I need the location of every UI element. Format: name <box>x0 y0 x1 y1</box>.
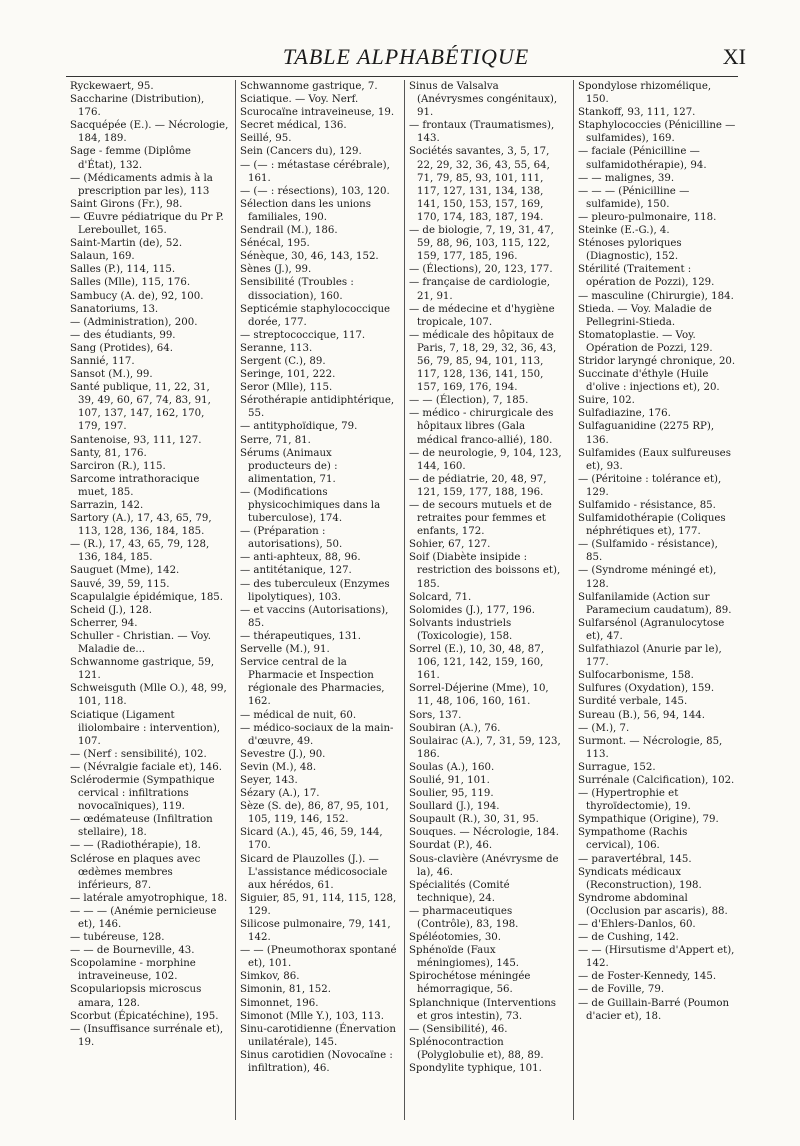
index-entry: Soupault (R.), 30, 31, 95. <box>409 814 539 826</box>
index-entry: Sicard de Plauzolles (J.). — L'assistance médicosociale aux hérédos, 61. <box>240 853 388 891</box>
index-entry: Sociétés savantes, 3, 5, 17, 22, 29, 32, 36, 43, 55, 64, 71, 79, 85, 93, 101, 111, 117, 127, 131, 134, 138, 141, 150, 153, 157, 169, 170, 174, 183, 187, 194. <box>409 146 550 223</box>
index-entry: Schwannome gastrique, 7. <box>240 81 378 92</box>
index-entry: Sensibilité (Troubles : dissociation), 160. <box>240 277 354 302</box>
index-entry: — œdémateuse (Infiltration stellaire), 18. <box>70 814 213 839</box>
index-entry: Scorbut (Épicatéchine), 195. <box>70 1010 219 1022</box>
index-entry: Sinus carotidien (Novocaïne : infiltration), 46. <box>240 1049 393 1075</box>
index-entry: Silicose pulmonaire, 79, 141, 142. <box>240 919 391 944</box>
page-number: XI <box>722 44 746 69</box>
index-entry: — de neurologie, 9, 104, 123, 144, 160. <box>409 447 562 472</box>
index-entry: Surmont. — Nécrologie, 85, 113. <box>578 735 723 760</box>
index-entry: Sauguet (Mme), 142. <box>70 565 180 577</box>
index-entry: Splanchnique (Interventions et gros intestin), 73. <box>409 997 557 1022</box>
index-entry: — et vaccins (Autorisations), 85. <box>240 604 389 629</box>
index-column-1 <box>66 80 235 1120</box>
index-entry: Spirochétose méningée hémorragique, 56. <box>409 971 531 996</box>
index-entry: — (Élections), 20, 123, 177. <box>409 264 553 276</box>
index-entry: Soulier, 95, 119. <box>409 788 494 800</box>
index-entry: — — (Pneumothorax spontané et), 101. <box>240 945 397 970</box>
index-entry: — faciale (Pénicilline — sulfamidothérapie), 94. <box>578 146 707 171</box>
index-entry: Soif (Diabète insipide : restriction des boissons et), 185. <box>409 552 561 590</box>
index-entry: — anti-aphteux, 88, 96. <box>240 552 361 564</box>
index-entry: Sous-clavière (Anévrysme de la), 46. <box>409 853 559 878</box>
index-entry: — (— : résections), 103, 120. <box>240 185 390 197</box>
index-entry: Salles (P.), 114, 115. <box>70 264 176 276</box>
index-entry: — frontaux (Traumatismes), 143. <box>409 120 555 145</box>
index-entry: Sorrel-Déjerine (Mme), 10, 11, 48, 106, 160, 161. <box>409 683 549 708</box>
index-entry: — (Syndrome méningé et), 128. <box>578 565 717 590</box>
index-entry: — (Administration), 200. <box>70 316 198 328</box>
index-entry: Sulfarsénol (Agranulocytose et), 47. <box>578 617 725 642</box>
index-entry: Septicémie staphylococcique dorée, 177. <box>240 303 391 328</box>
index-entry: — de pédiatrie, 20, 48, 97, 121, 159, 177, 188, 196. <box>409 473 547 498</box>
index-entry: Stankoff, 93, 111, 127. <box>578 107 696 119</box>
index-entry: Spéléotomies, 30. <box>409 932 502 944</box>
index-entry: Soulairac (A.), 7, 31, 59, 123, 186. <box>409 735 561 760</box>
index-column-3 <box>404 80 573 1120</box>
index-entry: Soulié, 91, 101. <box>409 774 490 786</box>
index-entry: Sambucy (A. de), 92, 100. <box>70 290 204 302</box>
index-entry: Sauvé, 39, 59, 115. <box>70 578 170 590</box>
index-entry: Scopulariopsis microscus amara, 128. <box>70 984 202 1009</box>
index-entry: Sézary (A.), 17. <box>240 788 320 800</box>
index-entry: — — (Élection), 7, 185. <box>409 395 529 407</box>
index-entry: Sèze (S. de), 86, 87, 95, 101, 105, 119, 146, 152. <box>240 801 389 826</box>
index-entry: — (Sulfamido - résistance), 85. <box>578 539 718 564</box>
index-entry: Sénèque, 30, 46, 143, 152. <box>240 251 379 263</box>
index-entry: Sulfamidothérapie (Coliques néphrétiques et), 177. <box>578 513 726 538</box>
index-entry: Sulfamides (Eaux sulfureuses et), 93. <box>578 447 731 472</box>
index-entry: Sarciron (R.), 115. <box>70 460 166 472</box>
index-entry: — (Insuffisance surrénale et), 19. <box>70 1023 224 1048</box>
index-entry: Sarrazin, 142. <box>70 500 144 511</box>
index-entry: Sciatique (Ligament iliolombaire : intervention), 107. <box>70 709 221 747</box>
index-entry: Sclérose en plaques avec œdèmes membres inférieurs, 87. <box>70 853 201 891</box>
index-entry: Soubiran (A.), 76. <box>409 722 501 734</box>
index-entry: — (Préparation : autorisations), 50. <box>240 526 343 551</box>
index-entry: Stérilité (Traitement : opération de Pozzi), 129. <box>578 264 715 289</box>
index-entry: Sage - femme (Diplôme d'État), 132. <box>70 146 191 171</box>
index-entry: — de Cushing, 142. <box>578 932 679 944</box>
index-entry: Servelle (M.), 91. <box>240 644 330 656</box>
index-entry: — de biologie, 7, 19, 31, 47, 59, 88, 96, 103, 115, 122, 159, 177, 185, 196. <box>409 225 554 263</box>
index-entry: Santé publique, 11, 22, 31, 39, 49, 60, 67, 74, 83, 91, 107, 137, 147, 162, 170, 179, 197. <box>70 382 211 433</box>
index-entry: Sanatoriums, 13. <box>70 303 159 315</box>
index-entry: — masculine (Chirurgie), 184. <box>578 290 734 302</box>
index-entry: Seranne, 113. <box>240 342 313 354</box>
index-entry: — de médecine et d'hygiène tropicale, 107. <box>409 303 555 328</box>
index-entry: Sympathique (Origine), 79. <box>578 814 719 826</box>
index-entry: Sulfaguanidine (2275 RP), 136. <box>578 421 715 446</box>
index-entry: Siguier, 85, 91, 114, 115, 128, 129. <box>240 892 397 917</box>
index-column-4 <box>573 80 742 1120</box>
index-entry: Sulfathiazol (Anurie par le), 177. <box>578 644 722 669</box>
index-entry: Sérums (Animaux producteurs de) : alimentation, 71. <box>240 447 338 485</box>
index-entry: Sevestre (J.), 90. <box>240 748 326 760</box>
index-entry: Sendrail (M.), 186. <box>240 225 338 237</box>
index-entry: Sohier, 67, 127. <box>409 539 491 551</box>
index-entry: Scapulalgie épidémique, 185. <box>70 591 224 603</box>
index-entry: Saint-Martin (de), 52. <box>70 238 183 250</box>
index-entry: Secret médical, 136. <box>240 120 347 132</box>
index-entry: — (M.), 7. <box>578 722 630 734</box>
index-entry: Sympathome (Rachis cervical), 106. <box>578 827 688 852</box>
index-entry: Salles (Mlle), 115, 176. <box>70 277 191 289</box>
header-rule <box>66 76 738 77</box>
index-entry: — de Foville, 79. <box>578 984 665 996</box>
index-entry: Sinus de Valsalva (Anévrysmes congénitaux), 91. <box>409 81 558 119</box>
index-entry: Salaun, 169. <box>70 251 135 263</box>
index-entry: Splénocontraction (Polyglobulie et), 88, 89. <box>409 1036 544 1061</box>
index-entry: Sacquépée (E.). — Nécrologie, 184, 189. <box>70 120 229 145</box>
index-entry: Simonin, 81, 152. <box>240 984 332 996</box>
index-entry: Soullard (J.), 194. <box>409 801 500 813</box>
index-entry: — (Péritoine : tolérance et), 129. <box>578 473 722 498</box>
index-entry: — de Guillain-Barré (Poumon d'acier et), 18. <box>578 997 730 1022</box>
index-entry: Surrague, 152. <box>578 761 656 773</box>
index-entry: Sevin (M.), 48. <box>240 761 317 773</box>
index-entry: Seror (Mlle), 115. <box>240 382 333 394</box>
index-entry: Suire, 102. <box>578 395 635 407</box>
index-entry: — antitétanique, 127. <box>240 565 352 577</box>
index-entry: — pleuro-pulmonaire, 118. <box>578 211 717 223</box>
index-column-2 <box>235 80 404 1120</box>
index-entry: — médico-sociaux de la main-d'œuvre, 49. <box>240 722 394 747</box>
index-entry: Sènes (J.), 99. <box>240 264 312 276</box>
index-entry: — française de cardiologie, 21, 91. <box>409 277 551 302</box>
index-entry: Solvants industriels (Toxicologie), 158. <box>409 617 513 642</box>
index-entry: — paravertébral, 145. <box>578 853 692 865</box>
index-entry: — (Modifications physicochimiques dans la tuberculose), 174. <box>240 486 381 525</box>
index-entry: — de secours mutuels et de retraites pour femmes et enfants, 172. <box>409 500 552 538</box>
index-entry: — latérale amyotrophique, 18. <box>70 892 228 904</box>
index-entry: — streptococcique, 117. <box>240 329 366 341</box>
index-entry: Sors, 137. <box>409 709 462 721</box>
index-entry: Sang (Protides), 64. <box>70 342 173 354</box>
index-entry: Sulfadiazine, 176. <box>578 408 671 420</box>
index-entry: Spondylite typhique, 101. <box>409 1063 542 1075</box>
index-entry: Solcard, 71. <box>409 591 472 603</box>
index-entry: Sélection dans les unions familiales, 190. <box>240 198 371 223</box>
index-entry: Service central de la Pharmacie et Inspection régionale des Pharmacies, 162. <box>240 657 385 708</box>
index-entry: — (Névralgie faciale et), 146. <box>70 761 223 773</box>
index-entry: — — (Hirsutisme d'Appert et), 142. <box>578 945 735 970</box>
index-entry: Sureau (B.), 56, 94, 144. <box>578 709 706 721</box>
index-entry: Scheid (J.), 128. <box>70 604 152 616</box>
index-entry: Spécialités (Comité technique), 24. <box>409 879 510 904</box>
index-entry: Soulas (A.), 160. <box>409 761 495 773</box>
index-entry: Syndicats médicaux (Reconstruction), 198. <box>578 866 702 891</box>
index-entry: Sulfamido - résistance, 85. <box>578 500 716 511</box>
index-entry: Sciatique. — Voy. Nerf. <box>240 94 359 106</box>
index-entry: — des étudiants, 99. <box>70 329 176 341</box>
index-entry: — (Médicaments admis à la prescription par les), 113 <box>70 172 213 197</box>
index-entry: Schwannome gastrique, 59, 121. <box>70 657 215 682</box>
index-entry: Sténoses pyloriques (Diagnostic), 152. <box>578 238 682 263</box>
index-entry: Sarcome intrathoracique muet, 185. <box>70 473 200 498</box>
index-entry: Sein (Cancers du), 129. <box>240 146 362 158</box>
index-entry: Sulfocarbonisme, 158. <box>578 670 694 682</box>
index-entry: Santy, 81, 176. <box>70 447 147 459</box>
index-entry: — — (Radiothérapie), 18. <box>70 840 201 852</box>
index-entry: Serre, 71, 81. <box>240 434 311 446</box>
index-entry: Sclérodermie (Sympathique cervical : infiltrations novocaïniques), 119. <box>70 774 215 813</box>
index-entry: — — — (Anémie pernicieuse et), 146. <box>70 905 217 930</box>
index-entry: Simkov, 86. <box>240 971 300 983</box>
index-entry: Spondylose rhizomélique, 150. <box>578 81 712 106</box>
index-entry: Schuller - Christian. — Voy. Maladie de... <box>70 630 211 656</box>
index-entry: Sourdat (P.), 46. <box>409 840 493 852</box>
index-entry: Sulfures (Oxydation), 159. <box>578 683 715 695</box>
index-entry: Souques. — Nécrologie, 184. <box>409 827 559 839</box>
page-header <box>66 40 746 76</box>
index-entry: Sphénoïde (Faux méningiomes), 145. <box>409 945 520 970</box>
index-entry: — Œuvre pédiatrique du Pr P. Lereboullet, 165. <box>70 211 224 237</box>
index-entry: Seyer, 143. <box>240 774 298 786</box>
index-entry: — tubéreuse, 128. <box>70 932 165 944</box>
index-entry: Sinu-carotidienne (Énervation unilatérale), 145. <box>240 1023 396 1048</box>
index-entry: — de Foster-Kennedy, 145. <box>578 971 717 983</box>
index-columns <box>66 80 742 1120</box>
index-entry: Saccharine (Distribution), 176. <box>70 94 205 119</box>
index-entry: Simonot (Mlle Y.), 103, 113. <box>240 1010 384 1022</box>
index-entry: Sicard (A.), 45, 46, 59, 144, 170. <box>240 827 383 852</box>
index-entry: Scurocaïne intraveineuse, 19. <box>240 107 395 119</box>
index-entry: Sannié, 117. <box>70 355 135 367</box>
index-entry: Schweisguth (Mlle O.), 48, 99, 101, 118. <box>70 683 227 708</box>
index-entry: Surdité verbale, 145. <box>578 696 688 708</box>
index-entry: Syndrome abdominal (Occlusion par ascaris), 88. <box>578 892 728 917</box>
index-entry: Scopolamine - morphine intraveineuse, 102. <box>70 958 196 983</box>
index-entry: — (Hypertrophie et thyroïdectomie), 19. <box>578 788 691 813</box>
index-entry: Ryckewaert, 95. <box>70 81 154 92</box>
index-entry: Surrénale (Calcification), 102. <box>578 774 735 786</box>
index-entry: Sulfanilamide (Action sur Paramecium caudatum), 89. <box>578 591 732 616</box>
index-entry: — pharmaceutiques (Contrôle), 83, 198. <box>409 905 519 930</box>
index-entry: Sansot (M.), 99. <box>70 369 153 381</box>
index-entry: — (R.), 17, 43, 65, 79, 128, 136, 184, 185. <box>70 539 210 564</box>
index-entry: — médico - chirurgicale des hôpitaux libres (Gala médical franco-allié), 180. <box>409 408 554 446</box>
index-entry: — médical de nuit, 60. <box>240 709 357 721</box>
index-entry: — (— : métastase cérébrale), 161. <box>240 159 390 184</box>
index-entry: Sérothérapie antidiphtérique, 55. <box>240 395 395 420</box>
index-entry: Sergent (C.), 89. <box>240 355 326 367</box>
index-entry: — (Sensibilité), 46. <box>409 1023 508 1035</box>
index-entry: Stomatoplastie. — Voy. Opération de Pozzi, 129. <box>578 329 713 354</box>
index-entry: — antityphoïdique, 79. <box>240 421 358 433</box>
page-title: TABLE ALPHABÉTIQUE <box>282 44 530 69</box>
index-entry: Sorrel (E.), 10, 30, 48, 87, 106, 121, 142, 159, 160, 161. <box>409 644 544 682</box>
index-entry: — (Nerf : sensibilité), 102. <box>70 748 207 760</box>
index-entry: Stridor laryngé chronique, 20. <box>578 355 736 367</box>
index-entry: Seringe, 101, 222. <box>240 369 336 381</box>
index-entry: — — malignes, 39. <box>578 172 675 184</box>
index-entry: — d'Ehlers-Danlos, 60. <box>578 919 696 930</box>
index-entry: Sénécal, 195. <box>240 238 310 250</box>
index-entry: Staphylococcies (Pénicilline — sulfamides), 169. <box>578 120 736 145</box>
index-entry: Santenoise, 93, 111, 127. <box>70 434 202 446</box>
index-entry: Stieda. — Voy. Maladie de Pellegrini-Stieda. <box>578 303 712 328</box>
index-entry: Saint Girons (Fr.), 98. <box>70 198 183 210</box>
index-entry: — thérapeutiques, 131. <box>240 630 362 642</box>
index-entry: Solomides (J.), 177, 196. <box>409 604 535 616</box>
index-entry: — — — (Pénicilline — sulfamide), 150. <box>578 185 690 210</box>
index-entry: Simonnet, 196. <box>240 997 319 1009</box>
index-entry: Sartory (A.), 17, 43, 65, 79, 113, 128, 136, 184, 185. <box>70 513 212 538</box>
index-entry: — — de Bourneville, 43. <box>70 945 195 957</box>
index-entry: Seillé, 95. <box>240 133 292 145</box>
index-entry: — médicale des hôpitaux de Paris, 7, 18, 29, 32, 36, 43, 56, 79, 85, 94, 101, 113, 117, 128, 136, 141, 150, 157, 169, 176, 194. <box>409 329 557 394</box>
index-entry: Scherrer, 94. <box>70 617 138 629</box>
index-entry: — des tuberculeux (Enzymes lipolytiques), 103. <box>240 578 390 603</box>
index-entry: Succinate d'éthyle (Huile d'olive : injections et), 20. <box>578 369 720 394</box>
index-entry: Steinke (E.-G.), 4. <box>578 225 670 237</box>
